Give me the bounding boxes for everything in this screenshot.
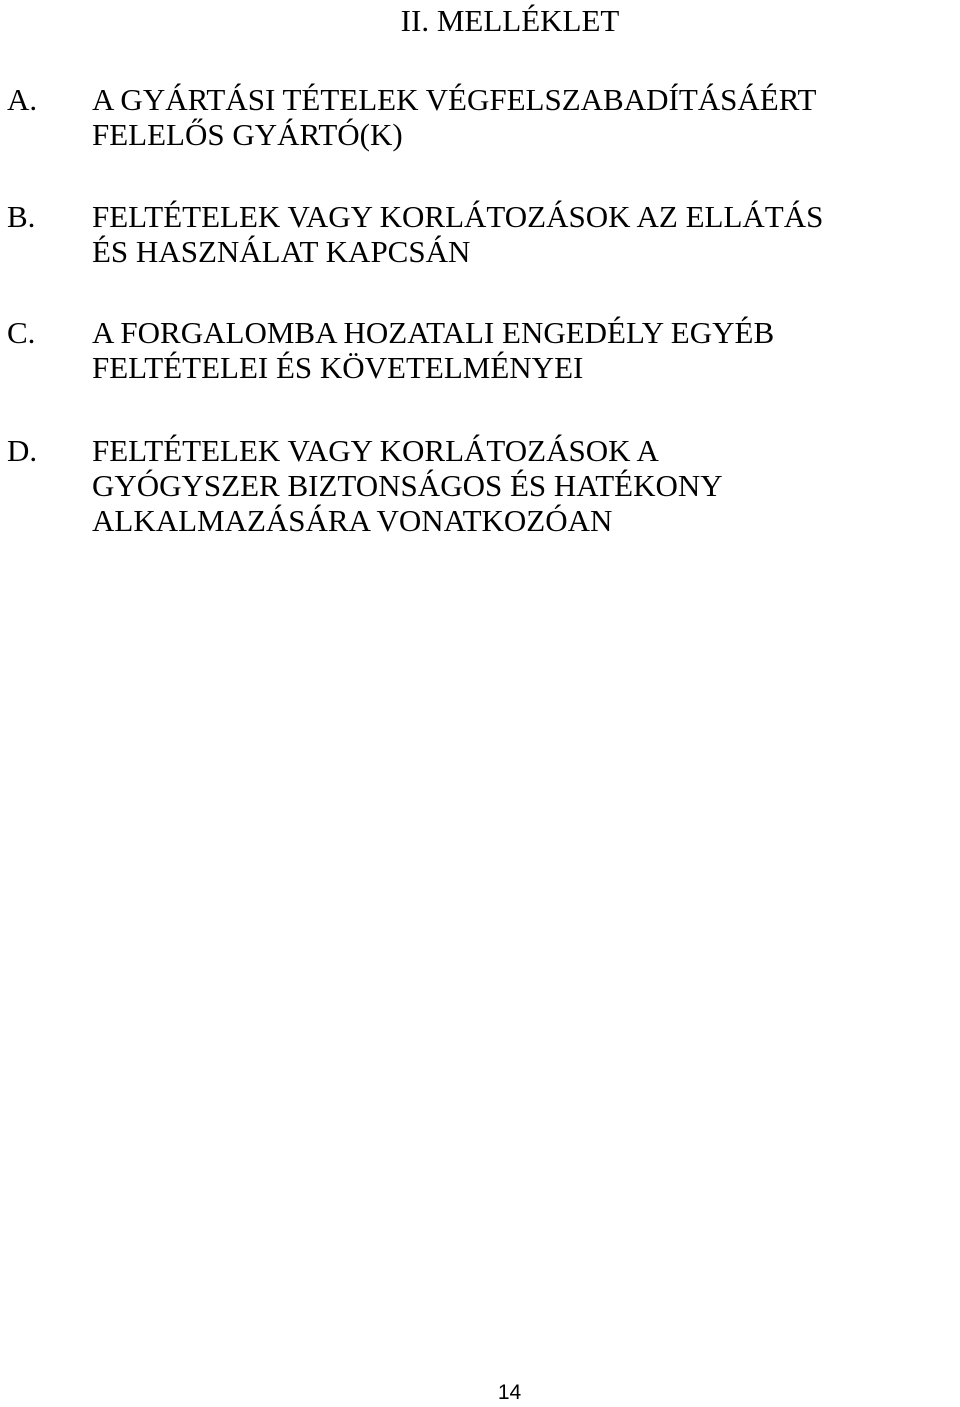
section-heading	[92, 315, 958, 385]
section-letter: D.	[7, 433, 38, 468]
section-letter: B.	[7, 199, 36, 234]
section-heading	[92, 82, 958, 152]
page-title: II. MELLÉKLET	[400, 3, 620, 38]
section-letter: A.	[7, 82, 38, 117]
heading-line: FELTÉTELEK VAGY KORLÁTOZÁSOK A	[92, 433, 659, 468]
section-heading	[92, 199, 958, 269]
page-number: 14	[497, 1381, 522, 1404]
heading-line: A FORGALOMBA HOZATALI ENGEDÉLY EGYÉB	[92, 315, 775, 350]
heading-line: A GYÁRTÁSI TÉTELEK VÉGFELSZABADÍTÁSÁÉRT	[92, 82, 817, 117]
heading-line: GYÓGYSZER BIZTONSÁGOS ÉS HATÉKONY	[92, 468, 723, 503]
heading-line: ÉS HASZNÁLAT KAPCSÁN	[92, 234, 471, 269]
heading-line: FELELŐS GYÁRTÓ(K)	[92, 117, 403, 152]
heading-line: ALKALMAZÁSÁRA VONATKOZÓAN	[92, 503, 613, 538]
section-letter: C.	[7, 315, 36, 350]
section-heading	[92, 433, 958, 538]
heading-line: FELTÉTELEI ÉS KÖVETELMÉNYEI	[92, 350, 584, 385]
heading-line: FELTÉTELEK VAGY KORLÁTOZÁSOK AZ ELLÁTÁS	[92, 199, 824, 234]
